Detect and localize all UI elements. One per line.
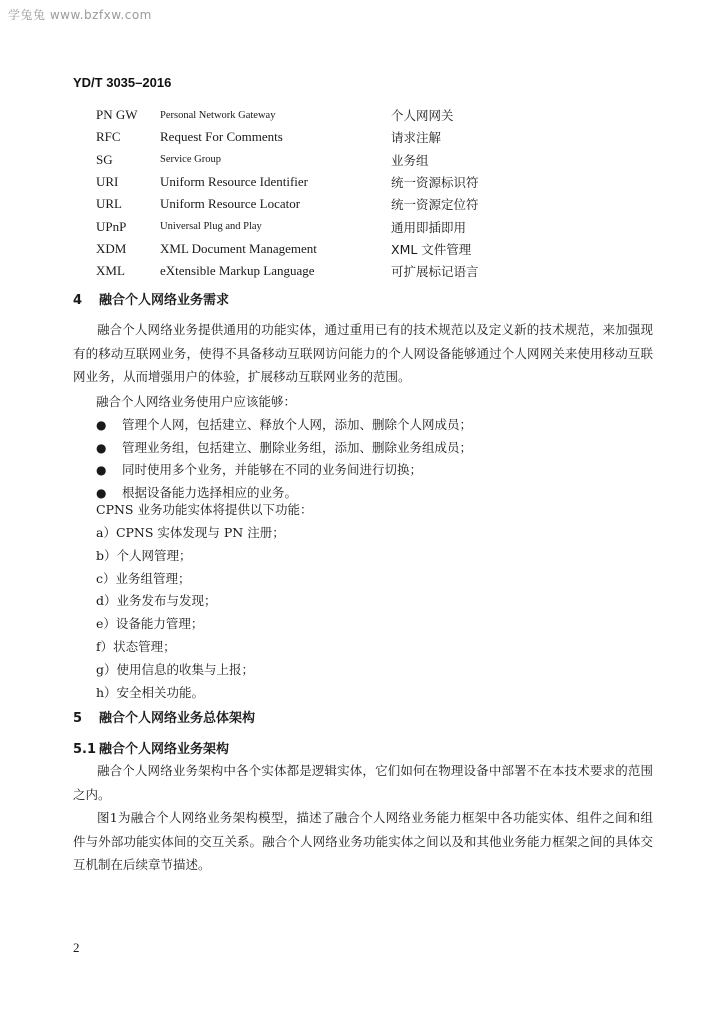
section-title: 融合个人网络业务需求 bbox=[99, 293, 230, 308]
abbreviation: RFC bbox=[96, 129, 121, 145]
bullet-dot-icon: ● bbox=[96, 440, 107, 455]
abbreviation-chinese: 请求注解 bbox=[391, 130, 442, 146]
function-item: f）状态管理； bbox=[96, 639, 176, 654]
function-item: h）安全相关功能。 bbox=[96, 684, 205, 700]
function-item: c）业务组管理； bbox=[96, 570, 191, 586]
section-5-1-paragraph-1: 融合个人网络业务架构中各个实体都是逻辑实体，它们如何在物理设备中部署不在本技术要求的范围之内。 bbox=[73, 763, 653, 802]
bullet-item bbox=[96, 460, 422, 478]
abbreviation-chinese: XML 文件管理 bbox=[391, 241, 472, 257]
function-item: g）使用信息的收集与上报； bbox=[96, 661, 255, 677]
subsection-number: 5.1 bbox=[73, 742, 97, 757]
abbreviation-chinese: 个人网网关 bbox=[391, 108, 454, 124]
abbreviation-row bbox=[96, 126, 479, 148]
bullet-text: 同时使用多个业务，并能够在不同的业务间进行切换； bbox=[122, 462, 423, 477]
abbreviation-row bbox=[96, 149, 479, 171]
abbreviation: URL bbox=[96, 196, 122, 212]
abbreviation-english: Request For Comments bbox=[160, 129, 283, 145]
page-number: 2 bbox=[73, 940, 80, 955]
abbreviation-chinese: 统一资源标识符 bbox=[391, 175, 479, 191]
bullet-item bbox=[96, 415, 472, 433]
abbreviation: URI bbox=[96, 174, 119, 190]
abbreviation: PN GW bbox=[96, 107, 138, 123]
abbreviation-english: Uniform Resource Locator bbox=[160, 196, 301, 212]
bullet-text: 管理个人网，包括建立、释放个人网，添加、删除个人网成员； bbox=[122, 417, 473, 432]
abbreviation-row bbox=[96, 215, 479, 237]
abbreviation-english: Service Group bbox=[160, 154, 221, 166]
bullet-item bbox=[96, 483, 297, 501]
watermark: 学兔兔 www.bzfxw.com bbox=[8, 8, 152, 22]
standard-code: YD/T 3035–2016 bbox=[73, 75, 172, 90]
abbreviation-english: XML Document Management bbox=[160, 240, 317, 256]
function-item: e）设备能力管理； bbox=[96, 616, 204, 632]
abbreviation-row bbox=[96, 238, 479, 260]
section-4-heading bbox=[73, 289, 229, 308]
abbreviation: UPnP bbox=[96, 218, 127, 234]
abbreviation-english: Uniform Resource Identifier bbox=[160, 174, 309, 190]
abbreviation-row bbox=[96, 104, 479, 126]
abbreviation-chinese: 业务组 bbox=[391, 152, 429, 168]
section-5-heading bbox=[73, 707, 255, 726]
function-item: d）业务发布与发现； bbox=[96, 593, 217, 609]
section-number: 4 bbox=[73, 293, 83, 308]
subsection-title: 融合个人网络业务架构 bbox=[99, 742, 230, 757]
abbreviation-table bbox=[96, 104, 479, 282]
abbreviation-english: Personal Network Gateway bbox=[160, 109, 276, 121]
abbreviation-row bbox=[96, 260, 479, 282]
function-item: a）CPNS 实体发现与 PN 注册； bbox=[96, 525, 285, 540]
section-title: 融合个人网络业务总体架构 bbox=[99, 711, 256, 726]
abbreviation-chinese: 通用即插即用 bbox=[391, 219, 467, 235]
abbreviation-chinese: 可扩展标记语言 bbox=[391, 264, 479, 280]
abbreviation-row bbox=[96, 171, 479, 193]
function-item: b）个人网管理； bbox=[96, 547, 192, 563]
section-5-1-heading bbox=[73, 738, 229, 757]
abbreviation-english: eXtensible Markup Language bbox=[160, 263, 315, 279]
section-number: 5 bbox=[73, 711, 83, 726]
capabilities-intro: 融合个人网络业务使用户应该能够： bbox=[96, 394, 297, 409]
abbreviation-english: Universal Plug and Play bbox=[160, 221, 262, 233]
abbreviation: XML bbox=[96, 263, 125, 279]
bullet-dot-icon: ● bbox=[96, 463, 107, 477]
abbreviation: SG bbox=[96, 151, 113, 167]
bullet-text: 根据设备能力选择相应的业务。 bbox=[122, 484, 298, 500]
bullet-dot-icon: ● bbox=[96, 418, 107, 432]
section-5-1-paragraph-2: 图1为融合个人网络业务架构模型，描述了融合个人网络业务能力框架中各功能实体、组件之间和组件与外部功能实体间的交互关系。融合个人网络业务功能实体之间以及和其他业务能力框架之间的具体交互机制在后续章节描述。 bbox=[73, 810, 653, 872]
abbreviation: XDM bbox=[96, 240, 127, 256]
functions-intro: CPNS 业务功能实体将提供以下功能： bbox=[96, 502, 313, 517]
bullet-item bbox=[96, 438, 472, 456]
section-4-paragraph: 融合个人网络业务提供通用的功能实体，通过重用已有的技术规范以及定义新的技术规范，来加强现有的移动互联网业务，使得不具备移动互联网访问能力的个人网设备能够通过个人网网关来使用移动互联网业务，从而增强用户的体验，扩展移动互联网业务的范围。 bbox=[73, 322, 653, 384]
abbreviation-chinese: 统一资源定位符 bbox=[391, 197, 479, 213]
bullet-dot-icon: ● bbox=[96, 485, 107, 500]
bullet-text: 管理业务组，包括建立、删除业务组，添加、删除业务组成员； bbox=[122, 439, 473, 455]
abbreviation-row bbox=[96, 193, 479, 215]
